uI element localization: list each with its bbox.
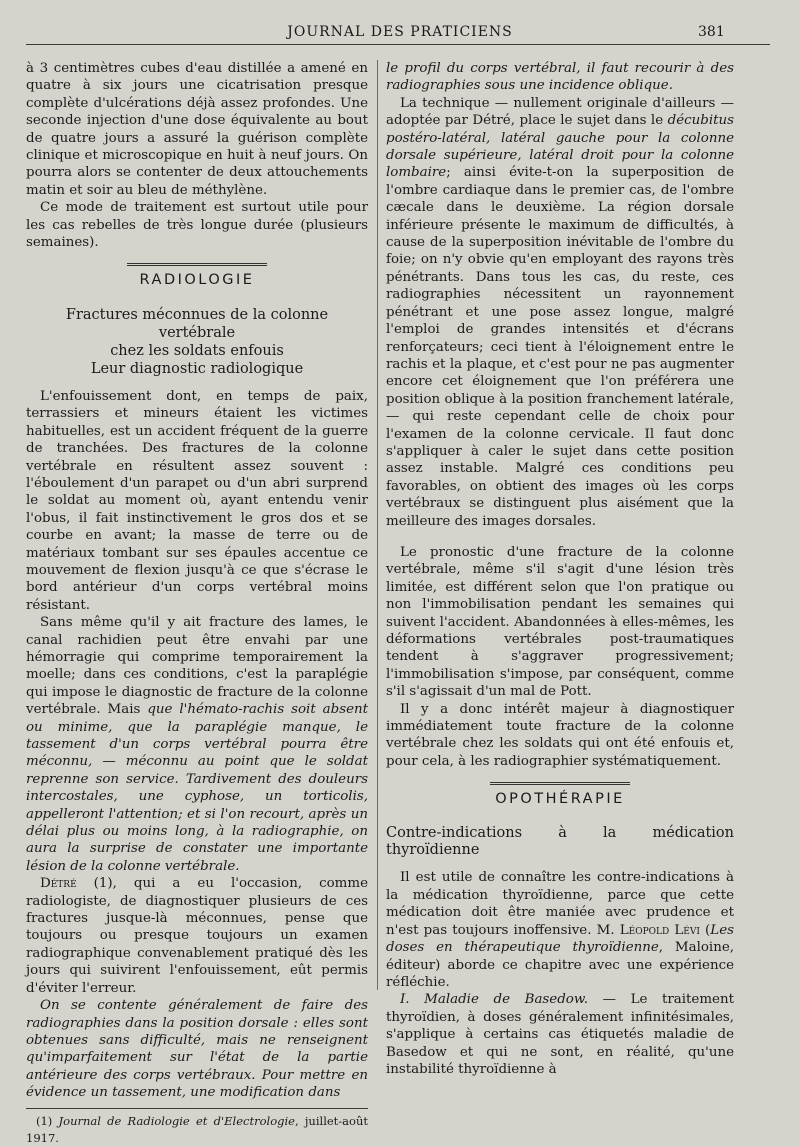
left-column (26, 60, 368, 1147)
section-rule (127, 263, 267, 266)
page-number: 381 (698, 24, 725, 40)
subheading-label: I. Maladie de Basedow. (400, 992, 588, 1008)
paragraph: Le pronostic d'une fracture de la colonne vertébrale, même s'il s'agit d'une lésion très limitée, est différent selon que l'on pratique ou non l'immobilisation pendant les semaines qui suivent l'accident. Abandonnées à elles-mêmes, les déformations vertébrales post-traumatiques tendent à s'aggraver progressivement; l'immobilisation s'impose, par conséquent, comme s'il s'agissait d'un mal de Pott. (386, 544, 734, 700)
footnote-number: (1) (36, 1113, 59, 1128)
footnote-date: , juillet-août 1917. (26, 1113, 368, 1145)
text-run: La technique — nullement originale d'ailleurs — adoptée par Détré, place le sujet dans le (386, 95, 734, 129)
paragraph (386, 869, 734, 991)
paragraph: On se contente généralement de faire des radiographies dans la position dorsale : elles sont obtenues sans difficulté, mais ne renseignent qu'imparfaitement sur l'état de la partie antérieure des corps vertébraux. Pour mettre en évidence un tassement, une modification dans (26, 998, 368, 1101)
footnote (26, 1113, 368, 1147)
text-run: — Le traitement thyroïdien, à doses généralement infinitésimales, s'applique à certains cas étiquetés maladie de Basedow et qui ne sont, en réalité, qu'une instabilité thyroïdienne à (386, 992, 734, 1077)
text-run: (1), qui a eu l'occasion, comme radiologiste, de diagnostiquer plusieurs de ces fractures jusque-là méconnues, pense que toujours ou presque toujours un examen radiographique convenablement pratiqué dès les jours qui suivirent l'enfouissement, eût permis d'éviter l'erreur. (26, 876, 368, 996)
article-title: Contre-indications à la médication thyroïdienne (386, 824, 734, 859)
paragraph (26, 614, 368, 875)
paragraph (386, 991, 734, 1078)
footnote-source: Journal de Radiologie et d'Electrologie (58, 1113, 295, 1128)
paragraph: le profil du corps vertébral, il faut recourir à des radiographies sous une incidence oblique. (386, 61, 734, 94)
column-divider (377, 60, 378, 990)
text-run: ( (699, 922, 711, 938)
spacer (386, 530, 734, 544)
article-title-line: Fractures méconnues de la colonne vertébrale (65, 306, 329, 341)
paragraph (26, 875, 368, 997)
author-name: Léopold Lévi (619, 922, 700, 938)
paragraph: L'enfouissement dont, en temps de paix, terrassiers et mineurs étaient les victimes habituelles, est un accident fréquent de la guerre de tranchées. Des fractures de la colonne vertébrale en résultent assez souvent : l'éboulement d'un parapet ou d'un abri surprend le soldat au moment où, ayant entendu venir l'obus, il fait instinctivement le gros dos et se courbe en avant; la masse de terre ou de matériaux tombant sur ses épaules accentue ce mouvement de flexion jusqu'à ce que s'écrase le bord antérieur d'un corps vertébral moins résistant. (26, 388, 368, 613)
italic-run: que l'hémato-rachis soit absent ou minime, que la paraplégie manque, le tassement d'un corps vertébral pourra être méconnu, — méconnu au point que le soldat reprenne son service. Tardivement des douleurs intercostales, une cyphose, un torticolis, appelleront l'attention; et si l'on recourt, après un délai plus ou moins long, à la radiographie, on aura la surprise de constater une importante lésion de la colonne vertébrale. (26, 702, 369, 874)
paragraph: Il y a donc intérêt majeur à diagnostiquer immédiatement toute fracture de la colonne vertébrale chez les soldats qui ont été enfouis et, pour cela, à les radiographier systématiquement. (386, 701, 734, 769)
running-title: JOURNAL DES PRATICIENS (287, 24, 513, 40)
paragraph: à 3 centimètres cubes d'eau distillée a amené en quatre à six jours une cicatrisation presque complète d'ulcérations déjà assez profondes. Une seconde injection d'une dose équivalente au bout de quatre jours a assuré la guérison complète clinique et microscopique en huit à neuf jours. On pourra alors se contenter de deux attouchements matin et soir au bleu de méthylène. (26, 61, 368, 198)
section-title-radiologie: RADIOLOGIE (139, 272, 255, 289)
header-rule (26, 44, 770, 45)
book-title: Les doses en thérapeutique thyroïdienne (386, 922, 734, 956)
text-run: Sans même qu'il y ait fracture des lames, le canal rachidien peut être envahi par une hémorragie qui comprime temporairement la moelle; dans ces conditions, c'est la paraplégie qui impose le diagnostic de fracture de la colonne vertébrale. Mais (26, 615, 368, 718)
article-title-line: Leur diagnostic radiologique (90, 360, 304, 377)
section-title-opotherapie: OPOTHÉRAPIE (495, 791, 625, 808)
paragraph (386, 95, 734, 530)
text-run: Il est utile de connaître les contre-indications à la médication thyroïdienne, parce que cette médication doit être maniée avec prudence et n'est pas toujours inoffensive. M. (386, 870, 734, 938)
text-run: ; ainsi évite-t-on la superposition de l'ombre cardiaque dans le premier cas, de l'ombre cæcale dans le deuxième. La région dorsale inférieure présente le maximum de difficultés, à cause de la superposition inévitable de l'ombre du foie; on n'y obvie qu'en employant des rayons très pénétrants. Dans tous les cas, du reste, ces radiographies nécessitent un rayonnement pénétrant et une pose assez longue, malgré l'emploi de grandes intensités et d'écrans renforçateurs; ceci tient à l'éloignement entre le rachis et la plaque, et c'est pour ne pas augmenter encore cet éloignement que l'on préférera une position oblique à la position franchement latérale, — qui reste cependant celle de choix pour l'examen de la colonne cervicale. Il faut donc s'appliquer à caler le sujet dans cette position assez instable. Malgré ces conditions peu favorables, on obtient des images où les corps vertébraux se distinguent plus aisément que la meilleure des images dorsales. (386, 165, 734, 529)
article-title (26, 306, 368, 378)
article-title-line: chez les soldats enfouis (110, 342, 284, 359)
right-column (386, 60, 734, 1078)
author-name: Détré (40, 876, 77, 892)
italic-run: décubitus postéro-latéral, latéral gauche pour la colonne dorsale supérieure, latéral droit pour la colonne lombaire (386, 113, 734, 181)
text-run: , Maloine, éditeur) aborde ce chapitre avec une expérience réfléchie. (386, 940, 734, 990)
footnote-rule (26, 1108, 368, 1109)
section-rule (490, 782, 630, 785)
paragraph: Ce mode de traitement est surtout utile pour les cas rebelles de très longue durée (plusieurs semaines). (26, 200, 368, 251)
